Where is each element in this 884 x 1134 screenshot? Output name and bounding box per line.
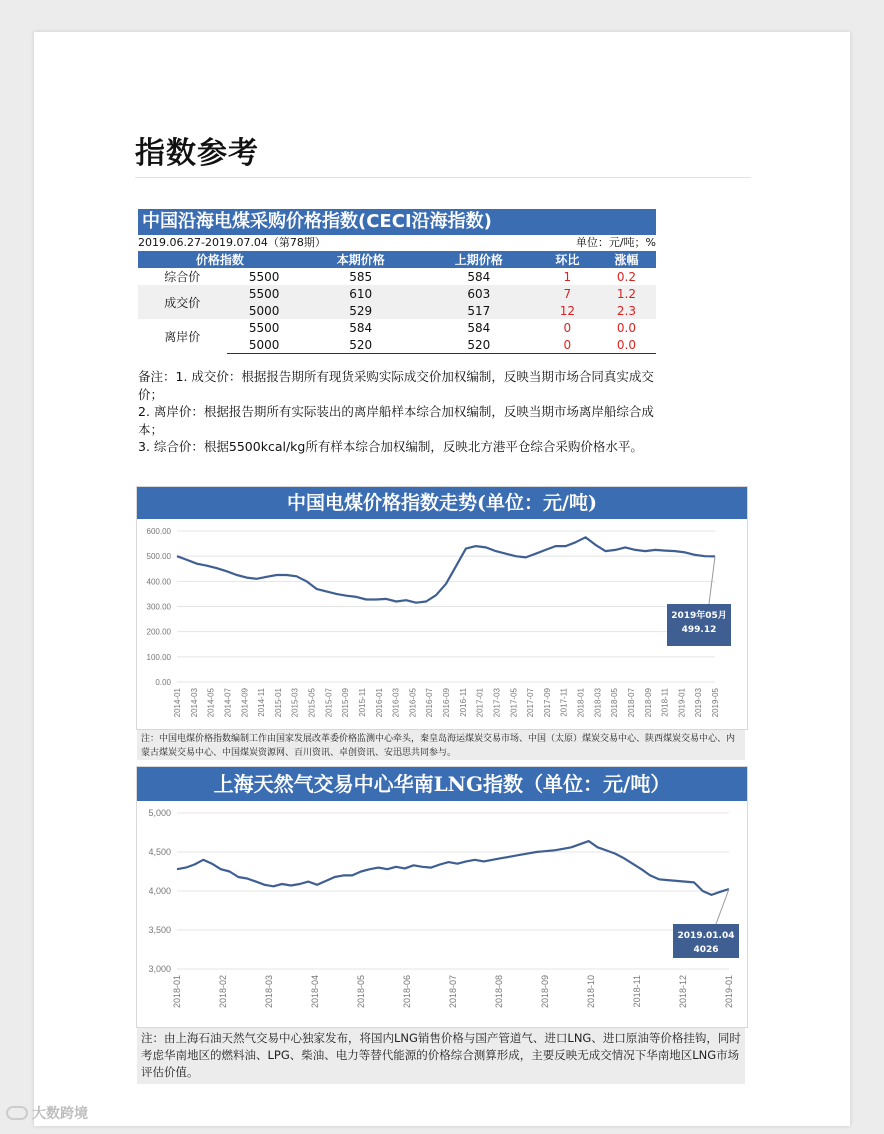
row-spec: 5000: [227, 336, 302, 354]
ceci-table-block: [138, 209, 656, 354]
document-page: [34, 32, 850, 1126]
row-current: 529: [302, 302, 420, 319]
annotation-value: 499.12: [681, 625, 717, 635]
x-tick-label: 2018-05: [610, 688, 620, 718]
x-tick-label: 2017-07: [526, 688, 536, 718]
table-row: [138, 285, 656, 302]
x-tick-label: 2014-05: [206, 688, 216, 718]
y-tick-label: 3,000: [148, 964, 171, 974]
x-tick-label: 2018-04: [310, 975, 320, 1009]
x-tick-label: 2019-03: [694, 688, 704, 718]
x-tick-label: 2016-03: [391, 688, 401, 718]
x-tick-label: 2015-07: [324, 688, 334, 718]
x-tick-label: 2018-02: [218, 975, 228, 1009]
y-tick-label: 4,500: [148, 847, 171, 857]
x-tick-label: 2015-03: [290, 688, 300, 718]
row-change: 0.0: [616, 320, 636, 335]
col-header-change: 涨幅: [597, 251, 656, 268]
y-tick-label: 300.00: [146, 602, 171, 612]
x-tick-label: 2017-05: [509, 688, 519, 718]
remark-line: 3. 综合价：根据5500kcal/kg所有样本综合加权编制，反映北方港平仓综合采购价格水平。: [138, 439, 643, 454]
col-header-previous: 上期价格: [420, 251, 538, 268]
x-tick-label: 2018-05: [356, 975, 366, 1009]
row-spec: 5500: [248, 269, 280, 284]
y-tick-label: 5,000: [148, 808, 171, 818]
x-tick-label: 2018-11: [660, 688, 670, 717]
series-line: [177, 841, 729, 895]
y-tick-label: 100.00: [146, 652, 171, 662]
x-tick-label: 2016-11: [458, 688, 468, 717]
lng-chart-plot: [137, 801, 747, 1027]
row-current: 610: [302, 285, 420, 302]
watermark: [6, 1103, 88, 1123]
row-category: 成交价: [138, 285, 227, 319]
x-tick-label: 2016-01: [374, 688, 384, 718]
x-tick-label: 2016-09: [442, 688, 451, 718]
x-tick-label: 2015-09: [341, 688, 351, 718]
row-spec: 5500: [248, 320, 280, 335]
x-tick-label: 2017-03: [492, 688, 502, 718]
annotation-leader: [716, 889, 729, 924]
x-tick-label: 2014-07: [223, 688, 233, 718]
x-tick-label: 2018-11: [632, 975, 642, 1008]
annotation-label: 2019年05月: [671, 611, 727, 621]
row-mom: 12: [538, 302, 597, 319]
ceci-table: [138, 251, 656, 354]
y-tick-label: 4,000: [148, 886, 171, 896]
annotation-label: 2019.01.04: [677, 931, 735, 941]
x-tick-label: 2014-09: [240, 688, 250, 718]
row-mom: 0: [563, 320, 572, 335]
x-tick-label: 2017-11: [559, 688, 569, 717]
x-tick-label: 2018-09: [540, 975, 550, 1009]
x-tick-label: 2018-10: [586, 975, 596, 1009]
x-tick-label: 2014-03: [189, 688, 199, 718]
x-tick-label: 2018-03: [264, 975, 274, 1009]
lng-chart-title: 上海天然气交易中心华南LNG指数（单位：元/吨）: [137, 767, 747, 801]
x-tick-label: 2015-05: [307, 688, 317, 718]
ceci-title: 中国沿海电煤采购价格指数(CECI沿海指数): [138, 209, 656, 235]
y-tick-label: 200.00: [146, 627, 171, 637]
coal-chart-plot: [137, 519, 747, 729]
row-category: 离岸价: [164, 329, 201, 344]
coal-chart-title: 中国电煤价格指数走势(单位：元/吨): [137, 487, 747, 519]
table-row: [138, 319, 656, 336]
x-tick-label: 2019-01: [724, 975, 734, 1009]
col-header-index: 价格指数: [138, 251, 302, 268]
col-header-current: 本期价格: [302, 251, 420, 268]
row-previous: 603: [420, 285, 538, 302]
lng-chart-footnote: 注：由上海石油天然气交易中心独家发布，将国内LNG销售价格与国产管道气、进口LNG、进口原油等价格挂钩，同时考虑华南地区的燃料油、LPG、柴油、电力等替代能源的价格综合测算形成，主要反映无成交情况下华南地区LNG市场评估价值。: [137, 1028, 745, 1084]
col-header-mom: 环比: [538, 251, 597, 268]
watermark-text: 大数跨境: [32, 1106, 88, 1122]
coal-chart-footnote: 注：中国电煤价格指数编制工作由国家发展改革委价格监测中心牵头，秦皇岛海运煤炭交易市场、中国（太原）煤炭交易中心、陕西煤炭交易中心、内蒙古煤炭交易中心、中国煤炭资源网、百川资讯、卓创资讯、安迅思共同参与。: [137, 730, 745, 760]
row-current: 585: [349, 269, 373, 284]
row-change: 2.3: [597, 302, 656, 319]
annotation-value: 4026: [693, 945, 719, 955]
x-tick-label: 2015-01: [273, 688, 283, 718]
x-tick-label: 2018-01: [172, 975, 182, 1009]
series-line: [177, 537, 715, 602]
ceci-unit: 单位：元/吨；%: [575, 236, 656, 249]
x-tick-label: 2017-09: [542, 688, 552, 718]
title-divider: [135, 177, 751, 178]
x-tick-label: 2018-07: [448, 975, 458, 1009]
row-previous: 584: [467, 320, 491, 335]
x-tick-label: 2019-05: [711, 688, 720, 718]
annotation-leader: [709, 556, 715, 604]
y-tick-label: 600.00: [146, 527, 171, 536]
row-change: 0.2: [616, 269, 636, 284]
remarks: [138, 368, 658, 456]
x-tick-label: 2019-01: [677, 688, 687, 718]
watermark-logo-icon: [6, 1106, 28, 1120]
page-title: 指数参考: [135, 136, 259, 171]
x-tick-label: 2018-03: [593, 688, 603, 718]
row-mom: 7: [538, 285, 597, 302]
row-mom: 1: [563, 269, 572, 284]
x-tick-label: 2016-05: [408, 688, 418, 718]
x-tick-label: 2018-07: [626, 688, 636, 718]
ceci-subheader: [138, 235, 656, 251]
y-tick-label: 400.00: [146, 577, 171, 587]
x-tick-label: 2018-12: [678, 975, 688, 1009]
row-current: 584: [349, 320, 373, 335]
row-spec: 5500: [227, 285, 302, 302]
y-tick-label: 500.00: [146, 552, 171, 562]
row-current: 520: [302, 336, 420, 354]
coal-chart: [136, 486, 748, 730]
row-previous: 520: [420, 336, 538, 354]
row-category: 综合价: [164, 270, 201, 284]
table-row: [138, 268, 656, 285]
lng-chart: [136, 766, 748, 1028]
row-previous: 517: [420, 302, 538, 319]
ceci-period: 2019.06.27-2019.07.04（第78期）: [138, 236, 326, 249]
row-previous: 584: [467, 269, 491, 284]
x-tick-label: 2014-01: [173, 688, 182, 718]
x-tick-label: 2018-08: [494, 975, 504, 1009]
x-tick-label: 2017-01: [475, 688, 485, 718]
remark-line: 备注：1. 成交价：根据报告期所有现货采购实际成交价加权编制，反映当期市场合同真实成交价；: [138, 369, 654, 402]
row-change: 0.0: [597, 336, 656, 354]
y-tick-label: 0.00: [155, 678, 171, 687]
remark-line: 2. 离岸价：根据报告期所有实际装出的离岸船样本综合加权编制，反映当期市场离岸船综合成本；: [138, 404, 654, 437]
y-tick-label: 3,500: [148, 925, 171, 935]
x-tick-label: 2016-07: [425, 688, 435, 718]
row-spec: 5000: [227, 302, 302, 319]
x-tick-label: 2018-06: [402, 975, 412, 1009]
x-tick-label: 2015-11: [357, 688, 367, 717]
x-tick-label: 2018-09: [643, 688, 653, 718]
row-change: 1.2: [597, 285, 656, 302]
row-mom: 0: [538, 336, 597, 354]
x-tick-label: 2018-01: [576, 688, 586, 718]
table-header-row: [138, 251, 656, 268]
x-tick-label: 2014-11: [257, 688, 267, 717]
